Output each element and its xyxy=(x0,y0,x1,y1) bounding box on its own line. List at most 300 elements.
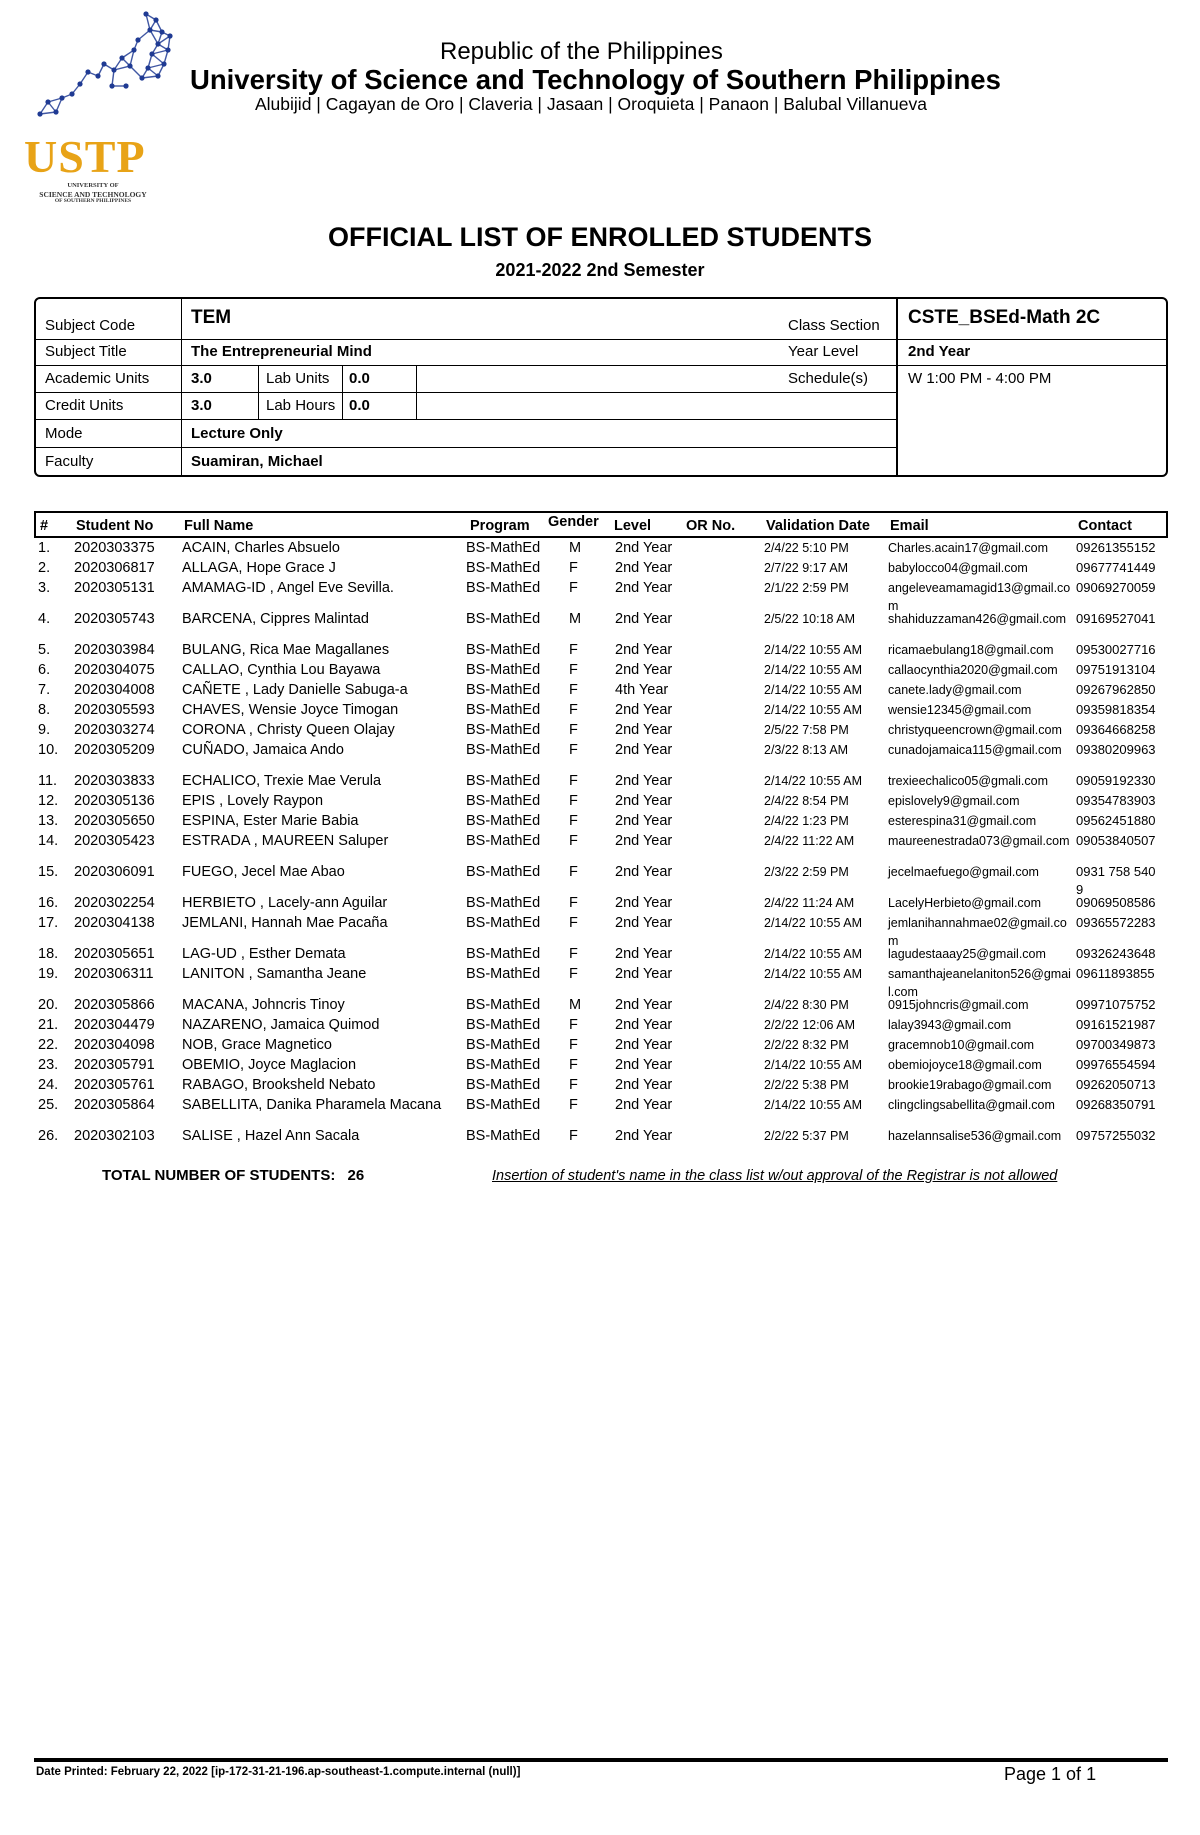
cell-num: 3. xyxy=(38,580,51,596)
cell-gender: F xyxy=(569,1077,578,1093)
cell-level: 2nd Year xyxy=(615,864,673,880)
cell-contact: 09169527041 xyxy=(1076,611,1156,626)
cell-level: 4th Year xyxy=(615,682,669,698)
cell-gender: F xyxy=(569,662,578,678)
cell-level: 2nd Year xyxy=(615,540,673,556)
logo-wordmark: USTP xyxy=(24,131,146,182)
cell-program: BS-MathEd xyxy=(466,1128,541,1144)
cell-gender: F xyxy=(569,742,578,758)
cell-email: trexieechalico05@gmali.com xyxy=(888,774,1048,788)
lab-hours-label: Lab Hours xyxy=(266,397,336,414)
year-level-label: Year Level xyxy=(788,343,859,360)
col-level: Level xyxy=(614,518,652,534)
cell-id: 2020304098 xyxy=(74,1037,155,1053)
cell-contact: 09267962850 xyxy=(1076,682,1156,697)
col-full-name: Full Name xyxy=(184,518,254,534)
cell-gender: F xyxy=(569,915,578,931)
cell-email: angeleveamamagid13@gmail.com xyxy=(888,581,1071,613)
cell-email: lagudestaaay25@gmail.com xyxy=(888,947,1046,961)
cell-contact: 09677741449 xyxy=(1076,560,1156,575)
cell-num: 13. xyxy=(38,813,59,829)
cell-id: 2020305651 xyxy=(74,946,155,962)
cell-num: 24. xyxy=(38,1077,59,1093)
cell-date: 2/14/22 10:55 AM xyxy=(764,703,862,717)
cell-num: 17. xyxy=(38,915,59,931)
cell-program: BS-MathEd xyxy=(466,915,541,931)
cell-num: 10. xyxy=(38,742,59,758)
cell-name: NAZARENO, Jamaica Quimod xyxy=(182,1017,380,1033)
logo-subtext-3: OF SOUTHERN PHILIPPINES xyxy=(54,198,132,204)
cell-level: 2nd Year xyxy=(615,793,673,809)
subject-code-label: Subject Code xyxy=(45,317,136,334)
cell-contact: 09354783903 xyxy=(1076,793,1156,808)
cell-gender: F xyxy=(569,1057,578,1073)
table-row xyxy=(34,1015,1168,1035)
cell-name: BARCENA, Cippres Malintad xyxy=(182,611,369,627)
cell-email: hazelannsalise536@gmail.com xyxy=(888,1129,1062,1143)
cell-date: 2/4/22 11:22 AM xyxy=(764,834,855,848)
ustp-logo xyxy=(18,6,188,206)
table-row xyxy=(34,680,1168,700)
cell-email: jecelmaefuego@gmail.com xyxy=(888,865,1039,879)
cell-contact: 09757255032 xyxy=(1076,1128,1156,1143)
cell-name: AMAMAG-ID , Angel Eve Sevilla. xyxy=(182,580,394,596)
total-value: 26 xyxy=(347,1167,365,1184)
cell-level: 2nd Year xyxy=(615,1128,673,1144)
subject-info-box xyxy=(34,297,1168,477)
table-row xyxy=(34,1035,1168,1055)
cell-program: BS-MathEd xyxy=(466,997,541,1013)
schedule-value: W 1:00 PM - 4:00 PM xyxy=(908,370,1052,387)
cell-level: 2nd Year xyxy=(615,1097,673,1113)
cell-id: 2020305423 xyxy=(74,833,155,849)
cell-email: christyqueencrown@gmail.com xyxy=(888,723,1062,737)
cell-name: ALLAGA, Hope Grace J xyxy=(182,560,336,576)
cell-id: 2020304479 xyxy=(74,1017,155,1033)
cell-num: 4. xyxy=(38,611,51,627)
col-gender: Gender xyxy=(548,514,599,530)
cell-email: jemlanihannahmae02@gmail.com xyxy=(888,916,1067,948)
cell-name: CUÑADO, Jamaica Ando xyxy=(182,742,344,758)
campus-list: Alubijid | Cagayan de Oro | Claveria | Jasaan | Oroquieta | Panaon | Balubal Villanueva xyxy=(255,94,927,114)
col-program: Program xyxy=(470,518,530,534)
table-row xyxy=(34,720,1168,740)
cell-gender: F xyxy=(569,1037,578,1053)
cell-program: BS-MathEd xyxy=(466,793,541,809)
cell-id: 2020305136 xyxy=(74,793,155,809)
cell-email: samanthajeanelaniton526@gmail.com xyxy=(888,967,1071,999)
cell-email: babylocco04@gmail.com xyxy=(888,561,1028,575)
cell-date: 2/14/22 10:55 AM xyxy=(764,916,862,930)
total-students xyxy=(102,1167,364,1184)
cell-date: 2/4/22 5:10 PM xyxy=(764,541,849,555)
subject-title-label: Subject Title xyxy=(45,343,127,360)
cell-num: 26. xyxy=(38,1128,59,1144)
col-student-no: Student No xyxy=(76,518,154,534)
cell-gender: F xyxy=(569,1128,578,1144)
cell-level: 2nd Year xyxy=(615,722,673,738)
cell-date: 2/4/22 1:23 PM xyxy=(764,814,849,828)
cell-email: clingclingsabellita@gmail.com xyxy=(888,1098,1055,1112)
year-level-value: 2nd Year xyxy=(908,343,971,360)
cell-date: 2/5/22 10:18 AM xyxy=(764,612,856,626)
cell-email: brookie19rabago@gmail.com xyxy=(888,1078,1052,1092)
cell-gender: M xyxy=(569,997,582,1013)
cell-gender: F xyxy=(569,702,578,718)
cell-date: 2/2/22 8:32 PM xyxy=(764,1038,849,1052)
cell-name: ESTRADA , MAUREEN Saluper xyxy=(182,833,389,849)
cell-program: BS-MathEd xyxy=(466,1057,541,1073)
cell-date: 2/2/22 5:38 PM xyxy=(764,1078,849,1092)
schedule-label: Schedule(s) xyxy=(788,370,869,387)
cell-gender: F xyxy=(569,864,578,880)
cell-num: 5. xyxy=(38,642,51,658)
col-contact: Contact xyxy=(1078,518,1132,534)
cell-id: 2020304075 xyxy=(74,662,155,678)
col-validation-date: Validation Date xyxy=(766,518,870,534)
cell-name: SABELLITA, Danika Pharamela Macana xyxy=(182,1097,442,1113)
table-row xyxy=(34,811,1168,831)
cell-name: LAG-UD , Esther Demata xyxy=(182,946,346,962)
cell-program: BS-MathEd xyxy=(466,833,541,849)
cell-contact: 09611893855 xyxy=(1076,966,1155,981)
cell-id: 2020304008 xyxy=(74,682,155,698)
cell-level: 2nd Year xyxy=(615,833,673,849)
table-row xyxy=(34,964,1168,999)
table-row xyxy=(34,700,1168,720)
cell-gender: F xyxy=(569,946,578,962)
cell-gender: F xyxy=(569,833,578,849)
cell-name: FUEGO, Jecel Mae Abao xyxy=(182,864,345,880)
cell-name: CHAVES, Wensie Joyce Timogan xyxy=(182,702,399,718)
col-or-no: OR No. xyxy=(686,518,736,534)
cell-level: 2nd Year xyxy=(615,662,673,678)
cell-level: 2nd Year xyxy=(615,611,673,627)
cell-id: 2020306817 xyxy=(74,560,155,576)
table-row xyxy=(34,1126,1168,1146)
cell-num: 15. xyxy=(38,864,59,880)
cell-name: ACAIN, Charles Absuelo xyxy=(182,540,340,556)
cell-level: 2nd Year xyxy=(615,642,673,658)
lab-units-value: 0.0 xyxy=(349,370,370,387)
cell-gender: M xyxy=(569,540,582,556)
cell-level: 2nd Year xyxy=(615,813,673,829)
cell-id: 2020306311 xyxy=(74,966,154,982)
page-title: OFFICIAL LIST OF ENROLLED STUDENTS xyxy=(328,222,872,252)
cell-email: ricamaebulang18@gmail.com xyxy=(888,643,1054,657)
cell-num: 9. xyxy=(38,722,51,738)
cell-name: EPIS , Lovely Raypon xyxy=(182,793,324,809)
cell-date: 2/4/22 8:54 PM xyxy=(764,794,849,808)
cell-date: 2/4/22 11:24 AM xyxy=(764,896,855,910)
cell-id: 2020305743 xyxy=(74,611,155,627)
cell-level: 2nd Year xyxy=(615,1077,673,1093)
table-row xyxy=(34,893,1168,913)
cell-num: 1. xyxy=(38,540,51,556)
cell-email: Charles.acain17@gmail.com xyxy=(888,541,1048,555)
cell-contact: 09261355152 xyxy=(1076,540,1156,555)
table-row xyxy=(34,791,1168,811)
cell-id: 2020305593 xyxy=(74,702,155,718)
cell-gender: F xyxy=(569,560,578,576)
cell-program: BS-MathEd xyxy=(466,895,541,911)
table-row xyxy=(34,862,1168,897)
col-num: # xyxy=(40,518,49,534)
cell-date: 2/1/22 2:59 PM xyxy=(764,581,849,595)
republic-heading: Republic of the Philippines xyxy=(440,38,723,65)
cell-num: 6. xyxy=(38,662,51,678)
cell-name: OBEMIO, Joyce Maglacion xyxy=(182,1057,357,1073)
cell-contact: 09069270059 xyxy=(1076,580,1156,595)
cell-gender: F xyxy=(569,642,578,658)
cell-num: 22. xyxy=(38,1037,59,1053)
cell-num: 19. xyxy=(38,966,59,982)
cell-level: 2nd Year xyxy=(615,966,673,982)
date-printed: Date Printed: February 22, 2022 [ip-172-31-21-196.ap-southeast-1.compute.internal (null)] xyxy=(36,1766,521,1778)
footer-divider xyxy=(34,1758,1168,1762)
cell-email: wensie12345@gmail.com xyxy=(888,703,1032,717)
cell-contact: 09971075752 xyxy=(1076,997,1156,1012)
cell-contact: 0931 758 5409 xyxy=(1076,864,1156,897)
cell-num: 25. xyxy=(38,1097,59,1113)
cell-name: ESPINA, Ester Marie Babia xyxy=(182,813,359,829)
cell-contact: 09268350791 xyxy=(1076,1097,1156,1112)
cell-id: 2020305761 xyxy=(74,1077,155,1093)
cell-name: CALLAO, Cynthia Lou Bayawa xyxy=(182,662,381,678)
table-row xyxy=(34,609,1168,640)
class-section-value: CSTE_BSEd-Math 2C xyxy=(908,307,1101,328)
cell-contact: 09976554594 xyxy=(1076,1057,1156,1072)
cell-contact: 09262050713 xyxy=(1076,1077,1156,1092)
cell-email: epislovely9@gmail.com xyxy=(888,794,1020,808)
cell-program: BS-MathEd xyxy=(466,702,541,718)
cell-program: BS-MathEd xyxy=(466,1017,541,1033)
total-label: TOTAL NUMBER OF STUDENTS: xyxy=(102,1167,336,1184)
cell-num: 18. xyxy=(38,946,59,962)
cell-date: 2/14/22 10:55 AM xyxy=(764,663,862,677)
cell-program: BS-MathEd xyxy=(466,966,541,982)
mode-value: Lecture Only xyxy=(191,425,283,442)
cell-level: 2nd Year xyxy=(615,1037,673,1053)
subject-code-value: TEM xyxy=(191,307,232,328)
cell-id: 2020305650 xyxy=(74,813,155,829)
cell-contact: 09161521987 xyxy=(1076,1017,1156,1032)
cell-program: BS-MathEd xyxy=(466,682,541,698)
cell-id: 2020305791 xyxy=(74,1057,155,1073)
cell-program: BS-MathEd xyxy=(466,1077,541,1093)
table-row xyxy=(34,1095,1168,1126)
cell-gender: F xyxy=(569,580,578,596)
cell-level: 2nd Year xyxy=(615,895,673,911)
cell-program: BS-MathEd xyxy=(466,560,541,576)
cell-gender: F xyxy=(569,773,578,789)
col-email: Email xyxy=(890,518,929,534)
cell-gender: F xyxy=(569,966,578,982)
lab-units-label: Lab Units xyxy=(266,370,330,387)
table-row xyxy=(34,831,1168,862)
cell-gender: F xyxy=(569,793,578,809)
table-row xyxy=(34,913,1168,948)
cell-contact: 09700349873 xyxy=(1076,1037,1156,1052)
academic-units-value: 3.0 xyxy=(191,370,212,387)
cell-contact: 09069508586 xyxy=(1076,895,1156,910)
table-row xyxy=(34,1055,1168,1075)
faculty-label: Faculty xyxy=(45,453,94,470)
cell-gender: F xyxy=(569,722,578,738)
cell-num: 23. xyxy=(38,1057,59,1073)
cell-email: esterespina31@gmail.com xyxy=(888,814,1037,828)
cell-program: BS-MathEd xyxy=(466,864,541,880)
table-row xyxy=(34,944,1168,964)
cell-date: 2/14/22 10:55 AM xyxy=(764,683,862,697)
cell-name: NOB, Grace Magnetico xyxy=(182,1037,332,1053)
cell-date: 2/14/22 10:55 AM xyxy=(764,643,862,657)
cell-name: MACANA, Johncris Tinoy xyxy=(182,997,345,1013)
cell-id: 2020305131 xyxy=(74,580,155,596)
cell-level: 2nd Year xyxy=(615,997,673,1013)
cell-contact: 09364668258 xyxy=(1076,722,1156,737)
cell-level: 2nd Year xyxy=(615,946,673,962)
table-row xyxy=(34,640,1168,660)
mode-label: Mode xyxy=(45,425,83,442)
cell-contact: 09326243648 xyxy=(1076,946,1156,961)
cell-num: 12. xyxy=(38,793,59,809)
cell-date: 2/7/22 9:17 AM xyxy=(764,561,849,575)
cell-num: 8. xyxy=(38,702,51,718)
cell-date: 2/5/22 7:58 PM xyxy=(764,723,849,737)
class-section-label: Class Section xyxy=(788,317,880,334)
cell-level: 2nd Year xyxy=(615,773,673,789)
cell-level: 2nd Year xyxy=(615,580,673,596)
table-row xyxy=(34,558,1168,578)
cell-num: 11. xyxy=(38,773,58,789)
cell-contact: 09059192330 xyxy=(1076,773,1156,788)
cell-program: BS-MathEd xyxy=(466,1097,541,1113)
cell-name: RABAGO, Brooksheld Nebato xyxy=(182,1077,376,1093)
cell-contact: 09365572283 xyxy=(1076,915,1156,930)
cell-program: BS-MathEd xyxy=(466,611,541,627)
table-row xyxy=(34,538,1168,558)
cell-name: ECHALICO, Trexie Mae Verula xyxy=(182,773,382,789)
cell-name: SALISE , Hazel Ann Sacala xyxy=(182,1128,360,1144)
cell-date: 2/3/22 2:59 PM xyxy=(764,865,849,879)
cell-email: LacelyHerbieto@gmail.com xyxy=(888,896,1042,910)
cell-name: CORONA , Christy Queen Olajay xyxy=(182,722,395,738)
cell-email: lalay3943@gmail.com xyxy=(888,1018,1012,1032)
cell-program: BS-MathEd xyxy=(466,1037,541,1053)
cell-name: CAÑETE , Lady Danielle Sabuga-a xyxy=(182,682,408,698)
cell-level: 2nd Year xyxy=(615,915,673,931)
cell-contact: 09530027716 xyxy=(1076,642,1156,657)
cell-level: 2nd Year xyxy=(615,742,673,758)
table-header xyxy=(34,511,1168,538)
cell-date: 2/14/22 10:55 AM xyxy=(764,947,862,961)
cell-program: BS-MathEd xyxy=(466,642,541,658)
cell-contact: 09053840507 xyxy=(1076,833,1156,848)
cell-gender: M xyxy=(569,611,582,627)
cell-email: cunadojamaica115@gmail.com xyxy=(888,743,1062,757)
cell-email: gracemnob10@gmail.com xyxy=(888,1038,1035,1052)
credit-units-value: 3.0 xyxy=(191,397,212,414)
cell-num: 20. xyxy=(38,997,59,1013)
cell-date: 2/14/22 10:55 AM xyxy=(764,1058,862,1072)
cell-gender: F xyxy=(569,813,578,829)
cell-gender: F xyxy=(569,1097,578,1113)
cell-level: 2nd Year xyxy=(615,1057,673,1073)
cell-contact: 09359818354 xyxy=(1076,702,1156,717)
cell-id: 2020302254 xyxy=(74,895,155,911)
semester-subtitle: 2021-2022 2nd Semester xyxy=(495,260,705,280)
registrar-notice: Insertion of student's name in the class list w/out approval of the Registrar is not allowed xyxy=(492,1168,1058,1184)
cell-date: 2/4/22 8:30 PM xyxy=(764,998,849,1012)
cell-num: 16. xyxy=(38,895,59,911)
subject-title-value: The Entrepreneurial Mind xyxy=(191,343,372,360)
cell-contact: 09562451880 xyxy=(1076,813,1156,828)
cell-name: HERBIETO , Lacely-ann Aguilar xyxy=(182,895,388,911)
cell-name: LANITON , Samantha Jeane xyxy=(182,966,367,982)
table-row xyxy=(34,740,1168,771)
cell-id: 2020305209 xyxy=(74,742,155,758)
cell-contact: 09380209963 xyxy=(1076,742,1156,757)
cell-level: 2nd Year xyxy=(615,560,673,576)
cell-gender: F xyxy=(569,895,578,911)
credit-units-label: Credit Units xyxy=(45,397,124,414)
cell-id: 2020306091 xyxy=(74,864,155,880)
cell-name: BULANG, Rica Mae Magallanes xyxy=(182,642,390,658)
cell-program: BS-MathEd xyxy=(466,722,541,738)
cell-program: BS-MathEd xyxy=(466,540,541,556)
cell-date: 2/3/22 8:13 AM xyxy=(764,743,849,757)
table-row xyxy=(34,1075,1168,1095)
cell-date: 2/2/22 12:06 AM xyxy=(764,1018,856,1032)
table-row xyxy=(34,660,1168,680)
table-row xyxy=(34,771,1168,791)
page-number: Page 1 of 1 xyxy=(1004,1764,1097,1784)
cell-date: 2/2/22 5:37 PM xyxy=(764,1129,849,1143)
cell-program: BS-MathEd xyxy=(466,742,541,758)
cell-email: obemiojoyce18@gmail.com xyxy=(888,1058,1042,1072)
cell-program: BS-MathEd xyxy=(466,946,541,962)
cell-num: 7. xyxy=(38,682,51,698)
cell-id: 2020303375 xyxy=(74,540,155,556)
cell-program: BS-MathEd xyxy=(466,662,541,678)
cell-id: 2020303833 xyxy=(74,773,155,789)
cell-email: callaocynthia2020@gmail.com xyxy=(888,663,1058,677)
cell-id: 2020303984 xyxy=(74,642,155,658)
cell-id: 2020303274 xyxy=(74,722,155,738)
cell-email: 0915johncris@gmail.com xyxy=(888,998,1029,1012)
cell-gender: F xyxy=(569,1017,578,1033)
cell-email: maureenestrada073@gmail.com xyxy=(888,834,1070,848)
table-row xyxy=(34,995,1168,1015)
cell-id: 2020304138 xyxy=(74,915,155,931)
cell-program: BS-MathEd xyxy=(466,580,541,596)
cell-id: 2020302103 xyxy=(74,1128,155,1144)
cell-contact: 09751913104 xyxy=(1076,662,1156,677)
cell-name: JEMLANI, Hannah Mae Pacaña xyxy=(182,915,388,931)
cell-date: 2/14/22 10:55 AM xyxy=(764,774,862,788)
cell-num: 14. xyxy=(38,833,59,849)
academic-units-label: Academic Units xyxy=(45,370,150,387)
cell-email: shahiduzzaman426@gmail.com xyxy=(888,612,1067,626)
cell-date: 2/14/22 10:55 AM xyxy=(764,1098,862,1112)
faculty-value: Suamiran, Michael xyxy=(191,453,323,470)
lab-hours-value: 0.0 xyxy=(349,397,370,414)
cell-program: BS-MathEd xyxy=(466,813,541,829)
cell-email: canete.lady@gmail.com xyxy=(888,683,1022,697)
cell-num: 2. xyxy=(38,560,51,576)
cell-level: 2nd Year xyxy=(615,1017,673,1033)
